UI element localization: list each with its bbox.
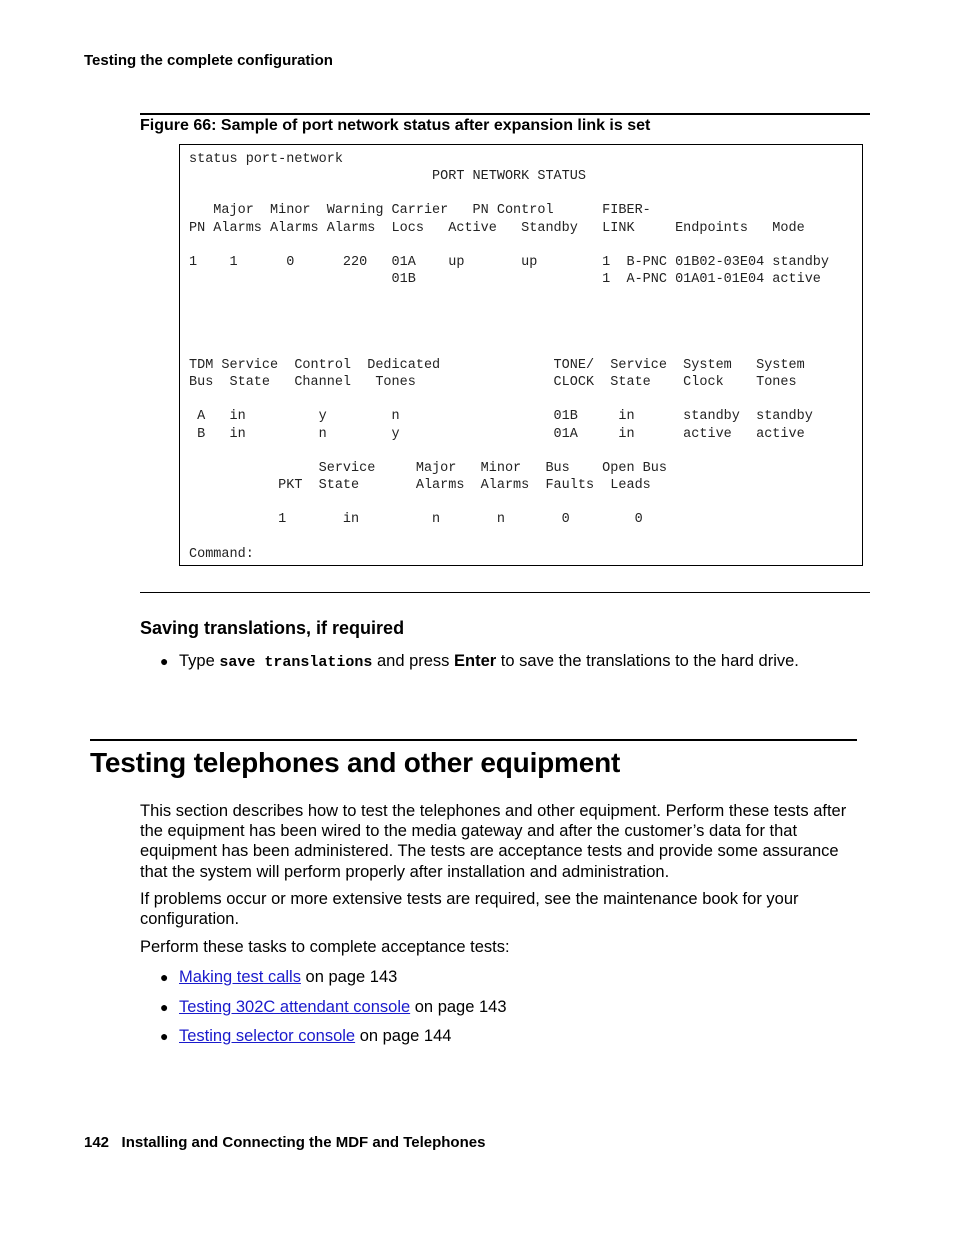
page-footer	[84, 1134, 485, 1151]
bullet-icon: ●	[160, 999, 169, 1015]
bullet-text-post: to save the translations to the hard drive.	[496, 652, 799, 670]
running-header: Testing the complete configuration	[84, 52, 333, 69]
saving-bullet	[160, 651, 799, 673]
figure-bottom-rule	[140, 592, 870, 593]
section-paragraph-2: If problems occur or more extensive tests are required, see the maintenance book for your configuration.	[140, 890, 799, 929]
section-rule	[90, 739, 857, 741]
task-item-2	[160, 997, 507, 1017]
task-page-ref: on page 143	[410, 998, 507, 1016]
link-testing-selector-console[interactable]: Testing selector console	[179, 1027, 356, 1045]
bullet-text-mid: and press	[372, 652, 455, 670]
page-number: 142	[84, 1134, 110, 1151]
saving-translations-heading: Saving translations, if required	[140, 618, 405, 638]
section-paragraph-3: Perform these tasks to complete acceptance tests:	[140, 938, 510, 956]
enter-key-text: Enter	[454, 652, 497, 670]
task-item-1	[160, 967, 398, 987]
section-paragraph-1: This section describes how to test the telephones and other equipment. Perform these tests after the equipment has been wired to the media gateway and after the customer’s data for that equipment has been administered. The tests are acceptance tests and provide some assurance that the system will perform properly after installation and administration.	[140, 802, 847, 881]
figure-top-rule	[140, 113, 870, 115]
task-item-3	[160, 1026, 452, 1046]
command-text: save translations	[219, 654, 373, 671]
task-page-ref: on page 144	[355, 1027, 452, 1045]
terminal-screen-text: status port-network PORT NETWORK STATUS Major Minor Warning Carrier PN Control FIBER- PN Alarms Alarms Alarms Locs Active Standby LINK Endpoints Mode 1 1 0 220 01A up up 1 B-PNC 01B02-03E04 standby 01B 1 A-PNC 01A01-01E04 active TDM Service Control Dedicated TONE/ Service System System Bus State Channel Tones CLOCK State Clock Tones A in y n 01B in standby standby B in n y 01A in active active Service Major Minor Bus Open Bus PKT State Alarms Alarms Faults Leads 1 in n n 0 0 Command:	[189, 152, 830, 562]
figure-caption: Figure 66: Sample of port network status after expansion link is set	[140, 117, 651, 134]
bullet-icon: ●	[160, 969, 169, 985]
terminal-screen	[179, 144, 863, 566]
book-title: Installing and Connecting the MDF and Telephones	[121, 1134, 486, 1151]
bullet-icon: ●	[160, 653, 169, 669]
section-title: Testing telephones and other equipment	[90, 747, 621, 778]
task-page-ref: on page 143	[300, 968, 398, 986]
bullet-icon: ●	[160, 1028, 169, 1044]
bullet-text-pre: Type	[179, 652, 220, 670]
link-testing-302c-attendant-console[interactable]: Testing 302C attendant console	[179, 998, 411, 1016]
link-making-test-calls[interactable]: Making test calls	[179, 968, 301, 986]
